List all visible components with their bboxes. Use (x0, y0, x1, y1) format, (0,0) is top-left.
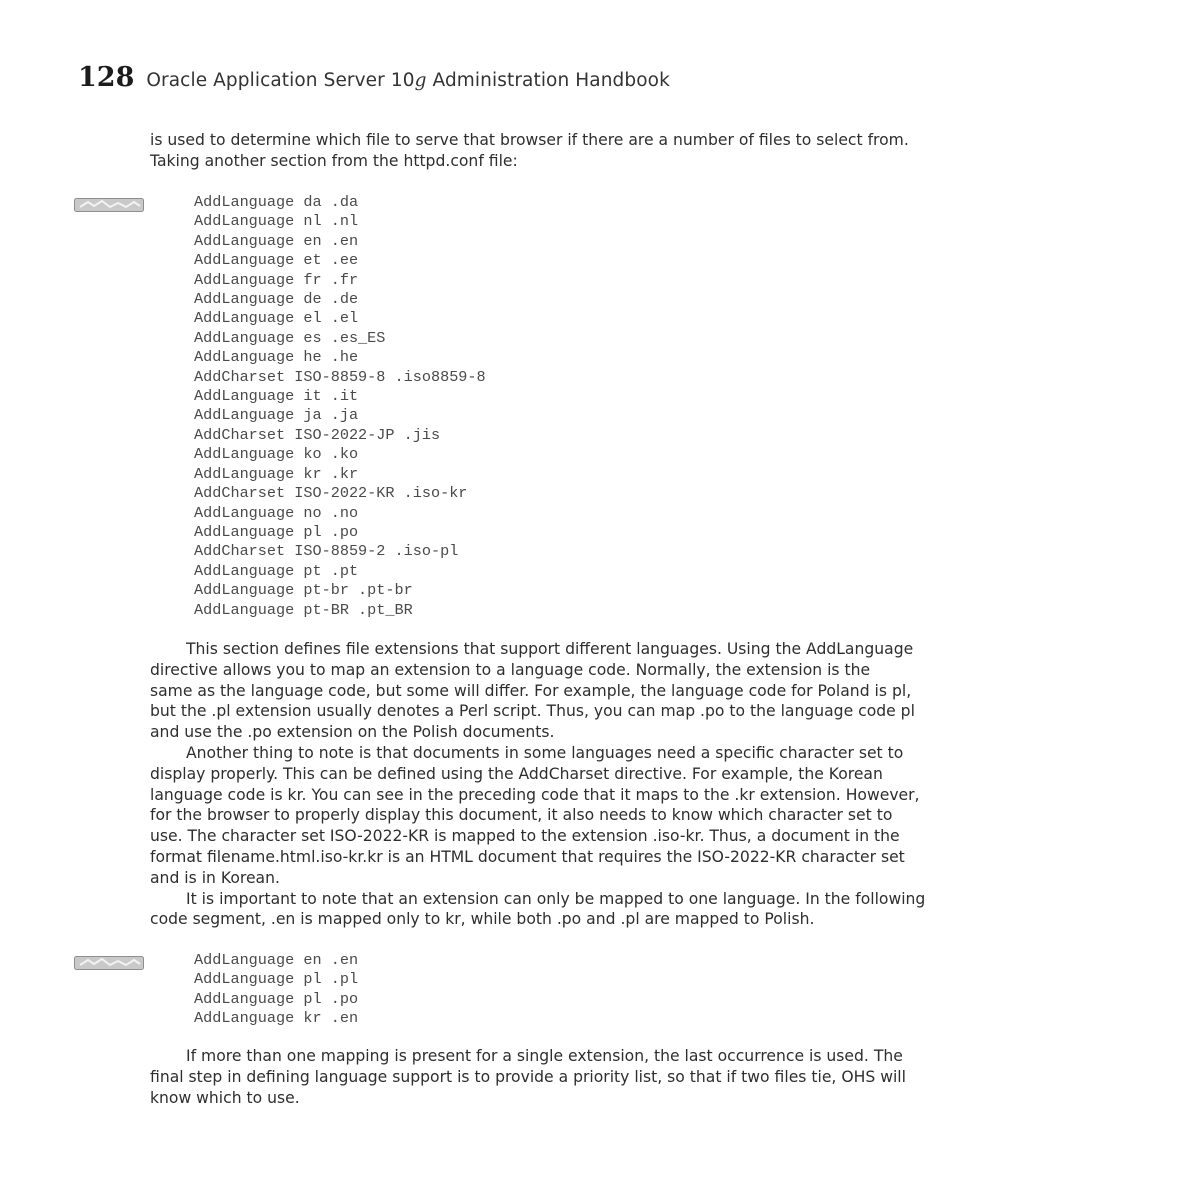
text-line: and is in Korean. (150, 868, 280, 887)
body-text (150, 639, 1050, 930)
code-line: AddLanguage da .da (194, 193, 359, 211)
code-line: AddLanguage kr .en (194, 1009, 359, 1028)
code-line: AddLanguage pl .po (194, 522, 359, 541)
text-line: display properly. This can be defined using the AddCharset directive. For example, the Korean (150, 764, 883, 783)
code-block-2 (194, 951, 358, 1029)
closing-text (150, 1046, 1050, 1108)
code-line: AddLanguage en .en (194, 951, 359, 969)
text-line: Another thing to note is that documents in some languages need a specific character set to (186, 743, 904, 762)
paragraph (150, 743, 1050, 889)
code-line: AddCharset ISO-2022-JP .jis (194, 425, 441, 444)
code-line: AddLanguage pt-BR .pt_BR (194, 600, 413, 619)
running-title-part-2: Administration Handbook (426, 70, 670, 91)
text-line: final step in defining language support is to provide a priority list, so that if two files tie, OHS will (150, 1067, 906, 1086)
code-line: AddCharset ISO-8859-8 .iso8859-8 (194, 367, 486, 386)
paragraph (150, 1046, 1050, 1108)
text-line: code segment, .en is mapped only to kr, while both .po and .pl are mapped to Polish. (150, 910, 815, 929)
page-number: 128 (78, 62, 135, 93)
code-line: AddLanguage kr .kr (194, 464, 359, 483)
text-line: language code is kr. You can see in the preceding code that it maps to the .kr extension. However, (150, 785, 920, 804)
text-line: Taking another section from the httpd.conf file: (150, 151, 518, 170)
text-line: use. The character set ISO-2022-KR is mapped to the extension .iso-kr. Thus, a document in the (150, 827, 900, 846)
text-line: and use the .po extension on the Polish documents. (150, 723, 555, 742)
code-line: AddLanguage nl .nl (194, 212, 359, 231)
code-line: AddCharset ISO-2022-KR .iso-kr (194, 484, 468, 503)
code-line: AddLanguage pl .pl (194, 970, 359, 989)
code-line: AddLanguage en .en (194, 231, 359, 250)
code-line: AddCharset ISO-8859-2 .iso-pl (194, 542, 459, 561)
text-line: If more than one mapping is present for a single extension, the last occurrence is used. The (186, 1047, 903, 1065)
paragraph (150, 889, 1050, 931)
code-line: AddLanguage et .ee (194, 251, 359, 270)
code-marker-icon (74, 198, 144, 212)
code-marker-icon (74, 956, 144, 970)
code-line: AddLanguage es .es_ES (194, 328, 386, 347)
code-line: AddLanguage pl .po (194, 989, 359, 1008)
text-line: directive allows you to map an extension to a language code. Normally, the extension is the (150, 660, 871, 679)
code-line: AddLanguage el .el (194, 309, 359, 328)
code-line: AddLanguage no .no (194, 503, 359, 522)
running-header (78, 62, 670, 98)
code-line: AddLanguage pt .pt (194, 561, 359, 580)
code-line: AddLanguage ko .ko (194, 445, 359, 464)
code-line: AddLanguage de .de (194, 290, 359, 309)
text-line: is used to determine which file to serve that browser if there are a number of files to select from. (150, 131, 909, 149)
text-line: It is important to note that an extension can only be mapped to one language. In the following (186, 889, 926, 908)
code-line: AddLanguage pt-br .pt-br (194, 581, 413, 600)
code-line: AddLanguage it .it (194, 387, 359, 406)
code-line: AddLanguage he .he (194, 348, 359, 367)
text-line: know which to use. (150, 1088, 300, 1107)
text-line: but the .pl extension usually denotes a Perl script. Thus, you can map .po to the language code pl (150, 702, 915, 721)
text-line: for the browser to properly display this document, it also needs to know which character set to (150, 806, 893, 825)
intro-paragraph (150, 130, 1050, 172)
running-title-g: g (414, 70, 427, 91)
running-title (146, 70, 670, 91)
running-title-part-1: Oracle Application Server 10 (146, 70, 415, 91)
code-line: AddLanguage fr .fr (194, 270, 359, 289)
code-line: AddLanguage ja .ja (194, 406, 359, 425)
text-line: This section defines file extensions that support different languages. Using the AddLanguage (186, 640, 914, 658)
code-block-1 (194, 193, 486, 620)
text-line: format filename.html.iso-kr.kr is an HTML document that requires the ISO-2022-KR character set (150, 847, 905, 866)
paragraph (150, 639, 1050, 743)
text-line: same as the language code, but some will differ. For example, the language code for Poland is pl, (150, 681, 912, 700)
